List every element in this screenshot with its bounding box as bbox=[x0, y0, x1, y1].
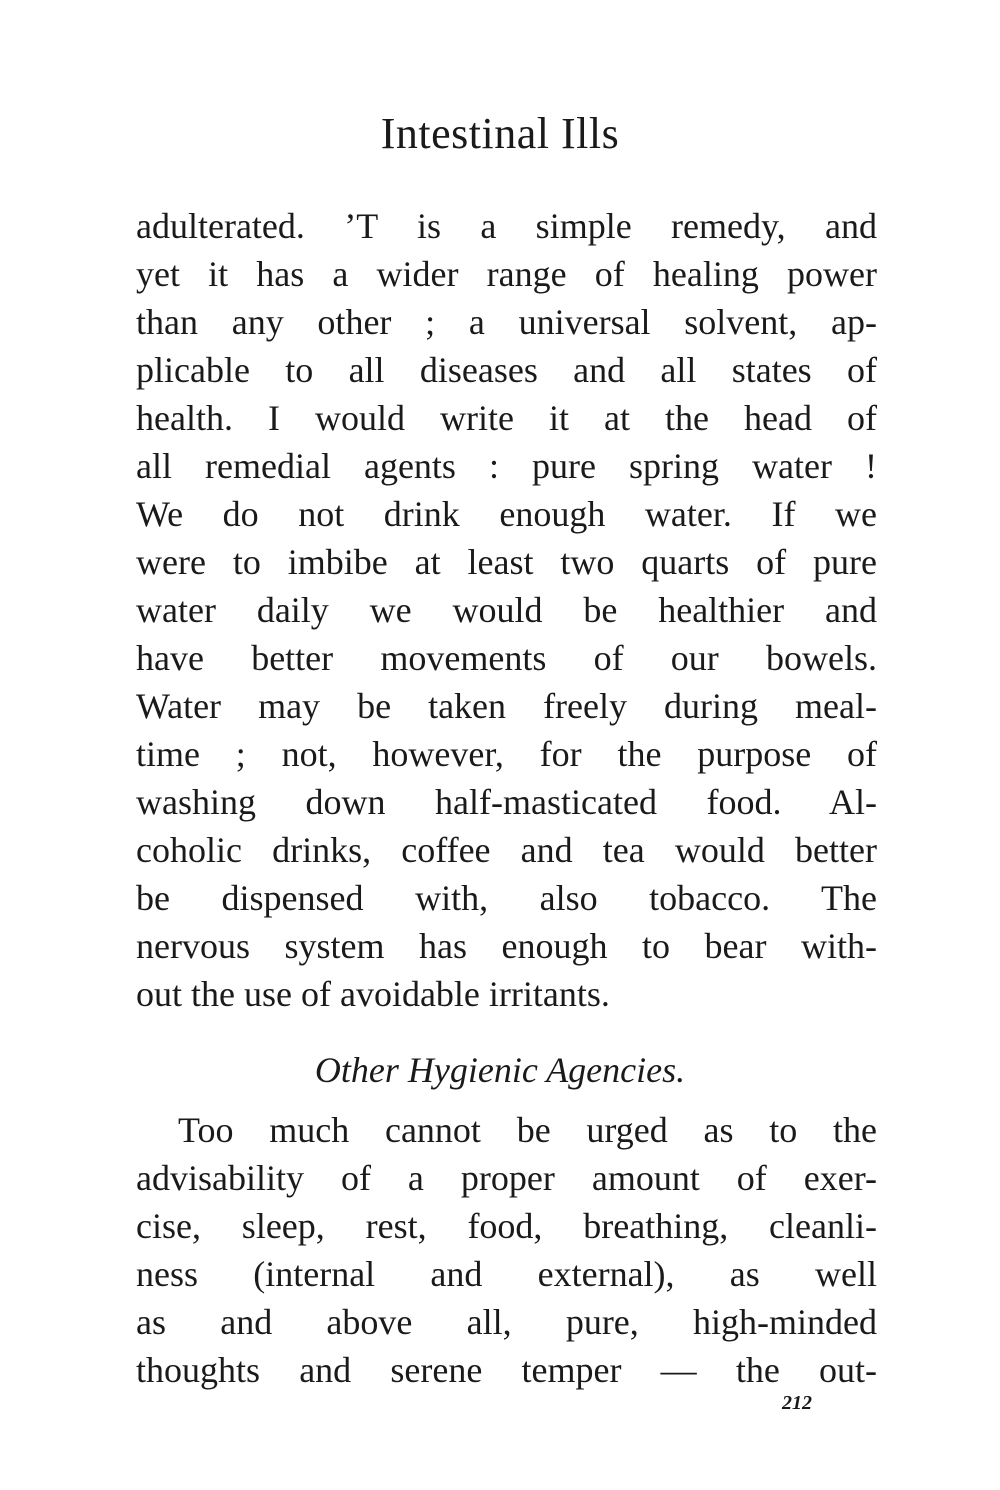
text-line: washing down half-masticated food. Al- bbox=[136, 782, 877, 822]
text-line: be dispensed with, also tobacco. The bbox=[136, 878, 877, 918]
text-line: as and above all, pure, high-minded bbox=[136, 1302, 877, 1342]
text-line: coholic drinks, coffee and tea would better bbox=[136, 830, 877, 870]
text-line: ness (internal and external), as well bbox=[136, 1254, 877, 1294]
text-line: We do not drink enough water. If we bbox=[136, 494, 877, 534]
text-line: health. I would write it at the head of bbox=[136, 398, 877, 438]
text-line: than any other ; a universal solvent, ap- bbox=[136, 302, 877, 342]
text-line: were to imbibe at least two quarts of pure bbox=[136, 542, 877, 582]
text-line: Too much cannot be urged as to the bbox=[178, 1110, 877, 1150]
text-line: out the use of avoidable irritants. bbox=[136, 974, 610, 1014]
paragraph-hygienic-agencies bbox=[136, 1106, 877, 1394]
text-line: water daily we would be healthier and bbox=[136, 590, 877, 630]
section-heading: Other Hygienic Agencies. bbox=[314, 1050, 686, 1090]
text-line: all remedial agents : pure spring water ! bbox=[136, 446, 877, 486]
text-line: thoughts and serene temper — the out- bbox=[136, 1350, 877, 1390]
text-line: time ; not, however, for the purpose of bbox=[136, 734, 877, 774]
page-number: 212 bbox=[782, 1392, 812, 1414]
text-line: adulterated. ’T is a simple remedy, and bbox=[136, 206, 877, 246]
text-line: nervous system has enough to bear with- bbox=[136, 926, 877, 966]
text-line: plicable to all diseases and all states of bbox=[136, 350, 877, 390]
text-line: yet it has a wider range of healing power bbox=[136, 254, 877, 294]
paragraph-water bbox=[136, 202, 877, 1018]
text-line: have better movements of our bowels. bbox=[136, 638, 877, 678]
text-line: cise, sleep, rest, food, breathing, cleanli- bbox=[136, 1206, 877, 1246]
running-head: Intestinal Ills bbox=[380, 109, 620, 158]
text-line: advisability of a proper amount of exer- bbox=[136, 1158, 877, 1198]
text-line: Water may be taken freely during meal- bbox=[136, 686, 877, 726]
